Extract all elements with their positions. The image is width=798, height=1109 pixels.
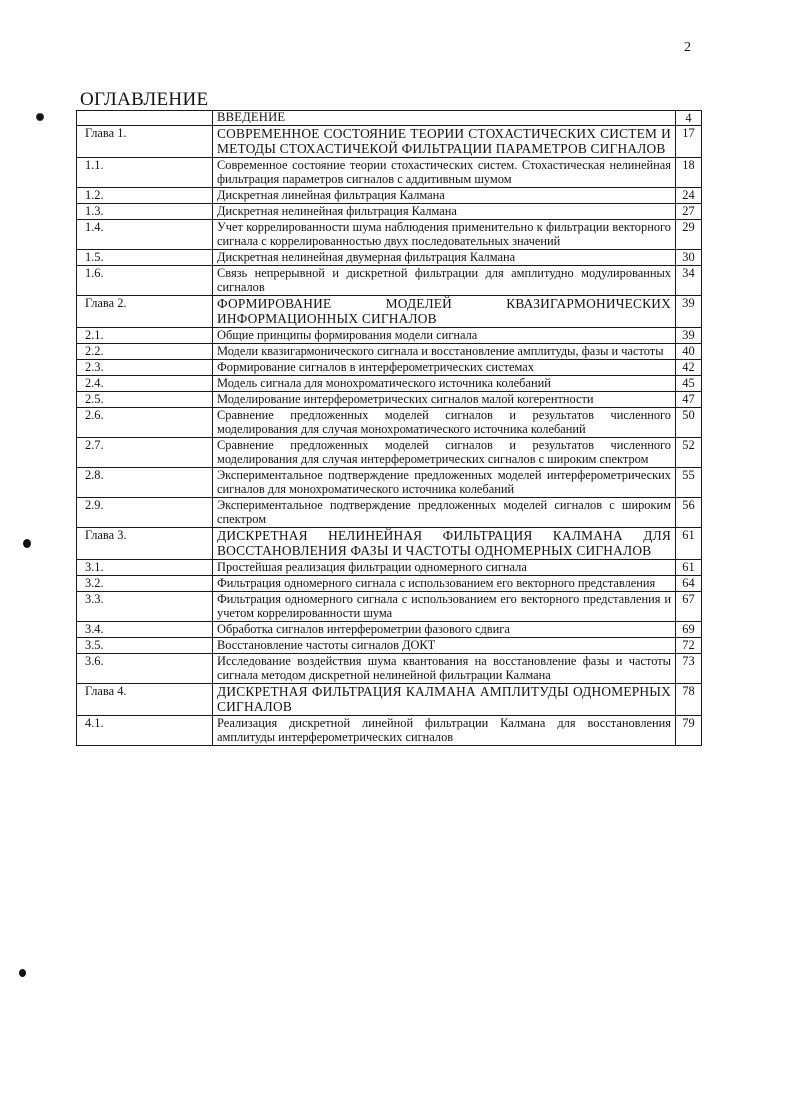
toc-row-number: Глава 2. xyxy=(77,296,213,328)
toc-row-number xyxy=(77,111,213,126)
toc-row-number: 3.6. xyxy=(77,654,213,684)
margin-mark-icon xyxy=(37,114,43,120)
toc-row-page: 40 xyxy=(676,344,702,360)
toc-row xyxy=(77,204,702,220)
toc-row-page: 18 xyxy=(676,158,702,188)
toc-row-number: 2.7. xyxy=(77,438,213,468)
toc-row-title: Сравнение предложенных моделей сигналов и результатов численного моделирования для случая монохроматического источника колебаний xyxy=(213,408,676,438)
toc-row-number: 1.4. xyxy=(77,220,213,250)
toc-row-number: 1.2. xyxy=(77,188,213,204)
toc-row-title: Дискретная нелинейная двумерная фильтрация Калмана xyxy=(213,250,676,266)
toc-row xyxy=(77,266,702,296)
toc-row xyxy=(77,328,702,344)
toc-row-title: Учет коррелированности шума наблюдения применительно к фильтрации векторного сигнала с коррелированностью двух последовательных значений xyxy=(213,220,676,250)
toc-row-number: Глава 3. xyxy=(77,528,213,560)
toc-row-number: 1.1. xyxy=(77,158,213,188)
toc-row-number: 3.5. xyxy=(77,638,213,654)
toc-row-page: 61 xyxy=(676,560,702,576)
toc-row-page: 42 xyxy=(676,360,702,376)
toc-row-number: 1.5. xyxy=(77,250,213,266)
toc-row-number: 3.4. xyxy=(77,622,213,638)
toc-row-number: 3.3. xyxy=(77,592,213,622)
toc-row-title: Исследование воздействия шума квантования на восстановление фазы и частоты сигнала методом дискретной нелинейной фильтрации Калмана xyxy=(213,654,676,684)
toc-row-number: 3.2. xyxy=(77,576,213,592)
toc-chapter-row xyxy=(77,684,702,716)
toc-row-page: 73 xyxy=(676,654,702,684)
toc-row-number: 2.3. xyxy=(77,360,213,376)
toc-row-title: Фильтрация одномерного сигнала с использованием его векторного представления и учетом коррелированности шума xyxy=(213,592,676,622)
toc-row xyxy=(77,360,702,376)
toc-row-number: 1.3. xyxy=(77,204,213,220)
toc-row-title: ДИСКРЕТНАЯ ФИЛЬТРАЦИЯ КАЛМАНА АМПЛИТУДЫ ОДНОМЕРНЫХ СИГНАЛОВ xyxy=(213,684,676,716)
toc-row-number: 4.1. xyxy=(77,716,213,746)
toc-row-title: Дискретная линейная фильтрация Калмана xyxy=(213,188,676,204)
toc-row-title: Связь непрерывной и дискретной фильтрации для амплитудно модулированных сигналов xyxy=(213,266,676,296)
toc-row-page: 24 xyxy=(676,188,702,204)
toc-row xyxy=(77,408,702,438)
toc-row-number: 2.6. xyxy=(77,408,213,438)
toc-row-title: Обработка сигналов интерферометрии фазового сдвига xyxy=(213,622,676,638)
toc-row-page: 27 xyxy=(676,204,702,220)
toc-chapter-row xyxy=(77,528,702,560)
toc-row-page: 47 xyxy=(676,392,702,408)
toc-row-page: 67 xyxy=(676,592,702,622)
toc-chapter-row xyxy=(77,126,702,158)
toc-row-title: Формирование сигналов в интерферометрических системах xyxy=(213,360,676,376)
toc-row xyxy=(77,438,702,468)
toc-row-title: ФОРМИРОВАНИЕ МОДЕЛЕЙ КВАЗИГАРМОНИЧЕСКИХ ИНФОРМАЦИОННЫХ СИГНАЛОВ xyxy=(213,296,676,328)
toc-row-page: 50 xyxy=(676,408,702,438)
toc-row-title: Экспериментальное подтверждение предложенных моделей интерферометрических сигналов для монохроматического источника колебаний xyxy=(213,468,676,498)
toc-row xyxy=(77,158,702,188)
toc-row-page: 39 xyxy=(676,296,702,328)
toc-row xyxy=(77,344,702,360)
toc-row-number: 2.4. xyxy=(77,376,213,392)
toc-row xyxy=(77,498,702,528)
toc-row xyxy=(77,220,702,250)
toc-row-title: Реализация дискретной линейной фильтрации Калмана для восстановления амплитуды интерферометрических сигналов xyxy=(213,716,676,746)
toc-row-number: 1.6. xyxy=(77,266,213,296)
toc-row xyxy=(77,560,702,576)
toc-row-number: 2.5. xyxy=(77,392,213,408)
toc-row-title: Сравнение предложенных моделей сигналов и результатов численного моделирования для случая интерферометрических сигналов с широким спектром xyxy=(213,438,676,468)
toc-row xyxy=(77,188,702,204)
toc-row xyxy=(77,716,702,746)
toc-row xyxy=(77,622,702,638)
toc-row-title: Экспериментальное подтверждение предложенных моделей сигналов с широким спектром xyxy=(213,498,676,528)
toc-table xyxy=(76,110,702,746)
toc-row-page: 30 xyxy=(676,250,702,266)
toc-row-title: Фильтрация одномерного сигнала с использованием его векторного представления xyxy=(213,576,676,592)
toc-row-number: Глава 4. xyxy=(77,684,213,716)
toc-row-page: 61 xyxy=(676,528,702,560)
toc-row-page: 34 xyxy=(676,266,702,296)
toc-row-title: Модель сигнала для монохроматического источника колебаний xyxy=(213,376,676,392)
toc-row-title: Модели квазигармонического сигнала и восстановление амплитуды, фазы и частоты xyxy=(213,344,676,360)
toc-row xyxy=(77,392,702,408)
toc-row-page: 52 xyxy=(676,438,702,468)
toc-row-page: 17 xyxy=(676,126,702,158)
toc-row xyxy=(77,376,702,392)
toc-row-title: СОВРЕМЕННОЕ СОСТОЯНИЕ ТЕОРИИ СТОХАСТИЧЕСКИХ СИСТЕМ И МЕТОДЫ СТОХАСТИЧЕКОЙ ФИЛЬТРАЦИИ ПАРАМЕТРОВ СИГНАЛОВ xyxy=(213,126,676,158)
toc-chapter-row xyxy=(77,296,702,328)
toc-row-page: 69 xyxy=(676,622,702,638)
toc-row-page: 78 xyxy=(676,684,702,716)
toc-row-page: 56 xyxy=(676,498,702,528)
toc-row xyxy=(77,654,702,684)
toc-row-number: 2.1. xyxy=(77,328,213,344)
toc-row-title: Общие принципы формирования модели сигнала xyxy=(213,328,676,344)
toc-row-number: 2.8. xyxy=(77,468,213,498)
toc-row-page: 55 xyxy=(676,468,702,498)
toc-row-page: 64 xyxy=(676,576,702,592)
toc-row-page: 45 xyxy=(676,376,702,392)
toc-row-page: 72 xyxy=(676,638,702,654)
toc-row-number: 2.9. xyxy=(77,498,213,528)
toc-row-title: Современное состояние теории стохастических систем. Стохастическая нелинейная фильтрация параметров сигналов с аддитивным шумом xyxy=(213,158,676,188)
toc-row-number: 3.1. xyxy=(77,560,213,576)
toc-body xyxy=(77,111,702,746)
toc-heading: ОГЛАВЛЕНИЕ xyxy=(80,89,209,110)
toc-row-number: 2.2. xyxy=(77,344,213,360)
toc-row-title: Моделирование интерферометрических сигналов малой когерентности xyxy=(213,392,676,408)
toc-row xyxy=(77,638,702,654)
page-number: 2 xyxy=(684,40,691,55)
toc-row xyxy=(77,576,702,592)
toc-row xyxy=(77,592,702,622)
punch-hole-icon xyxy=(23,539,31,548)
toc-row-page: 29 xyxy=(676,220,702,250)
toc-row-title: ДИСКРЕТНАЯ НЕЛИНЕЙНАЯ ФИЛЬТРАЦИЯ КАЛМАНА ДЛЯ ВОССТАНОВЛЕНИЯ ФАЗЫ И ЧАСТОТЫ ОДНОМЕРНЫХ СИГНАЛОВ xyxy=(213,528,676,560)
toc-row xyxy=(77,250,702,266)
toc-row-page: 79 xyxy=(676,716,702,746)
toc-row-page: 39 xyxy=(676,328,702,344)
toc-chapter-row xyxy=(77,111,702,126)
toc-row-page: 4 xyxy=(676,111,702,126)
toc-row-title: ВВЕДЕНИЕ xyxy=(213,111,676,126)
toc-row-title: Простейшая реализация фильтрации одномерного сигнала xyxy=(213,560,676,576)
toc-row-title: Восстановление частоты сигналов ДОКТ xyxy=(213,638,676,654)
toc-row-title: Дискретная нелинейная фильтрация Калмана xyxy=(213,204,676,220)
toc-row-number: Глава 1. xyxy=(77,126,213,158)
toc-row xyxy=(77,468,702,498)
punch-hole-icon xyxy=(19,969,26,977)
